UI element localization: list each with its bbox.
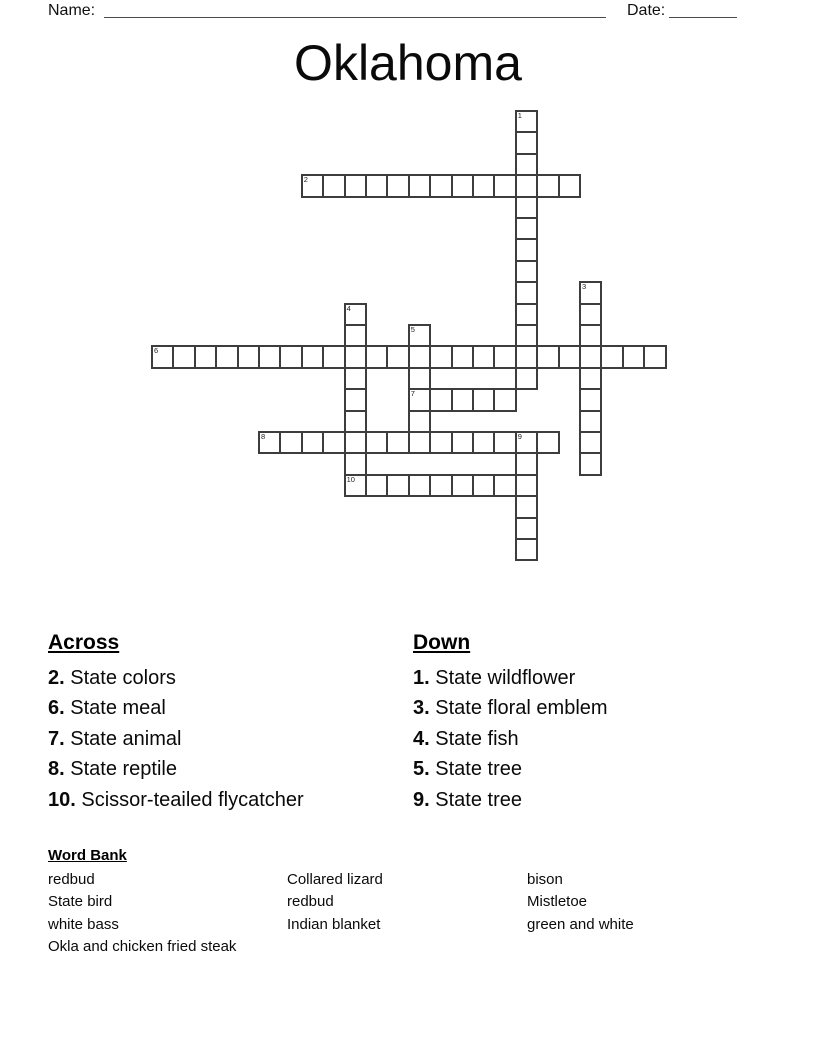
- crossword-cell: [172, 345, 195, 368]
- across-clue-list: [48, 663, 408, 815]
- crossword-cell: [301, 431, 324, 454]
- crossword-cell: [408, 431, 431, 454]
- across-clue-item-10: [48, 785, 408, 815]
- crossword-cell: [279, 431, 302, 454]
- down-clue-item-4: [413, 724, 753, 754]
- cell-number: 1: [517, 111, 522, 120]
- word-bank-column: [287, 869, 383, 936]
- crossword-cell: [515, 495, 538, 518]
- name-blank-line: [104, 17, 606, 18]
- crossword-cell: [515, 238, 538, 261]
- cell-number: 6: [154, 346, 159, 356]
- cell-number: 8: [261, 432, 266, 441]
- crossword-cell: [258, 431, 281, 454]
- word-bank-item: white bass: [48, 915, 119, 933]
- crossword-cell: [600, 345, 623, 368]
- clue-number: 1.: [413, 667, 436, 689]
- crossword-cell: [451, 345, 474, 368]
- word-bank-item: green and white: [527, 915, 634, 933]
- crossword-cell: [429, 174, 452, 197]
- crossword-cell: [515, 217, 538, 240]
- crossword-cell: [515, 174, 538, 197]
- clue-number: 3.: [413, 697, 436, 720]
- word-bank-item: redbud: [287, 893, 334, 911]
- down-heading: Down: [413, 631, 471, 654]
- crossword-cell: [386, 174, 409, 197]
- crossword-cell: [365, 431, 388, 454]
- word-bank-column: [527, 869, 634, 936]
- crossword-cell: [493, 174, 516, 197]
- crossword-cell: [515, 345, 538, 368]
- crossword-cell: [515, 324, 538, 347]
- crossword-cell: [344, 324, 367, 347]
- word-bank-item: Mistletoe: [527, 893, 588, 911]
- crossword-cell: [408, 174, 431, 197]
- crossword-cell: [515, 538, 538, 561]
- crossword-cell: [472, 345, 495, 368]
- crossword-cell: [558, 345, 581, 368]
- crossword-cell: [322, 174, 345, 197]
- crossword-cell: [579, 303, 602, 326]
- crossword-cell: [344, 174, 367, 197]
- crossword-cell: [472, 431, 495, 454]
- crossword-cell: [536, 345, 559, 368]
- crossword-cell: [493, 388, 516, 411]
- crossword-cell: [408, 388, 431, 411]
- crossword-cell: [451, 431, 474, 454]
- crossword-cell: [322, 431, 345, 454]
- down-clue-item-5: [413, 754, 753, 784]
- down-clue-item-9: [413, 785, 753, 815]
- word-bank-item: bison: [527, 871, 563, 888]
- clue-text: State animal: [70, 727, 182, 750]
- crossword-cell: [472, 174, 495, 197]
- cell-number: 7: [410, 389, 415, 399]
- clue-number: 10.: [48, 788, 82, 811]
- crossword-cell: [386, 474, 409, 497]
- crossword-cell: [408, 410, 431, 433]
- crossword-cell: [365, 345, 388, 368]
- word-bank-heading: Word Bank: [48, 847, 127, 864]
- crossword-cell: [429, 388, 452, 411]
- crossword-cell: [579, 324, 602, 347]
- cell-number: 9: [517, 432, 522, 441]
- crossword-cell: [579, 367, 602, 390]
- crossword-cell: [515, 431, 538, 454]
- clue-text: State fish: [435, 727, 519, 750]
- crossword-cell: [579, 452, 602, 475]
- down-clues-section: [413, 629, 753, 815]
- date-label: Date:: [627, 2, 666, 19]
- crossword-cell: [151, 345, 174, 368]
- word-bank-item: State bird: [48, 893, 113, 911]
- crossword-cell: [344, 431, 367, 454]
- crossword-cell: [515, 474, 538, 497]
- clue-text: State tree: [435, 758, 522, 781]
- date-blank-line: [669, 17, 737, 18]
- clue-number: 5.: [413, 758, 436, 781]
- across-clue-item-8: [48, 754, 408, 784]
- crossword-cell: [344, 474, 367, 497]
- clue-number: 9.: [413, 788, 436, 811]
- crossword-cell: [237, 345, 260, 368]
- crossword-cell: [344, 303, 367, 326]
- crossword-cell: [536, 174, 559, 197]
- name-label: Name:: [48, 2, 96, 19]
- crossword-cell: [643, 345, 666, 368]
- crossword-cell: [515, 367, 538, 390]
- crossword-cell: [429, 431, 452, 454]
- crossword-cell: [515, 110, 538, 133]
- down-clue-item-1: [413, 663, 753, 693]
- crossword-cell: [365, 474, 388, 497]
- crossword-cell: [322, 345, 345, 368]
- word-bank-column: [48, 869, 236, 959]
- crossword-cell: [408, 474, 431, 497]
- crossword-cell: [408, 367, 431, 390]
- cell-number: 4: [346, 303, 351, 313]
- down-clue-item-3: [413, 693, 753, 723]
- word-bank-item: Collared lizard: [287, 871, 383, 888]
- crossword-cell: [515, 517, 538, 540]
- clue-text: State reptile: [70, 758, 177, 781]
- crossword-cell: [194, 345, 217, 368]
- crossword-cell: [493, 474, 516, 497]
- clue-text: State floral emblem: [435, 697, 608, 720]
- crossword-cell: [622, 345, 645, 368]
- across-clues-section: [48, 629, 408, 815]
- crossword-cell: [579, 345, 602, 368]
- crossword-cell: [472, 474, 495, 497]
- crossword-cell: [258, 345, 281, 368]
- down-clue-list: [413, 663, 753, 815]
- clue-number: 8.: [48, 758, 71, 781]
- cell-number: 10: [346, 474, 355, 484]
- crossword-cell: [451, 174, 474, 197]
- crossword-cell: [515, 281, 538, 304]
- crossword-cell: [344, 345, 367, 368]
- crossword-cell: [472, 388, 495, 411]
- crossword-cell: [515, 303, 538, 326]
- clue-text: Scissor-teailed flycatcher: [81, 788, 304, 811]
- crossword-cell: [579, 431, 602, 454]
- crossword-cell: [536, 431, 559, 454]
- cell-number: 3: [582, 282, 587, 292]
- word-bank-item: redbud: [48, 871, 95, 888]
- crossword-cell: [344, 452, 367, 475]
- clue-number: 7.: [48, 727, 71, 750]
- clue-text: State colors: [70, 667, 176, 689]
- crossword-cell: [515, 260, 538, 283]
- crossword-cell: [429, 474, 452, 497]
- crossword-cell: [344, 388, 367, 411]
- clue-number: 2.: [48, 667, 71, 689]
- across-clue-item-7: [48, 724, 408, 754]
- across-clue-item-6: [48, 693, 408, 723]
- crossword-cell: [515, 153, 538, 176]
- clue-number: 4.: [413, 727, 436, 750]
- crossword-cell: [301, 345, 324, 368]
- page-title: Oklahoma: [294, 35, 522, 91]
- crossword-cell: [301, 174, 324, 197]
- crossword-cell: [493, 345, 516, 368]
- crossword-cell: [493, 431, 516, 454]
- crossword-cell: [515, 196, 538, 219]
- clue-text: State meal: [70, 697, 166, 720]
- crossword-cell: [386, 431, 409, 454]
- clue-number: 6.: [48, 697, 71, 720]
- across-clue-item-2: [48, 663, 408, 693]
- clue-text: State tree: [435, 788, 522, 811]
- crossword-cell: [558, 174, 581, 197]
- crossword-cell: [344, 410, 367, 433]
- crossword-cell: [515, 131, 538, 154]
- crossword-cell: [215, 345, 238, 368]
- crossword-cell: [579, 388, 602, 411]
- word-bank-section: [48, 846, 768, 956]
- crossword-cell: [408, 345, 431, 368]
- crossword-cell: [386, 345, 409, 368]
- crossword-cell: [344, 367, 367, 390]
- across-heading: Across: [48, 631, 120, 654]
- crossword-cell: [579, 281, 602, 304]
- word-bank-item: Indian blanket: [287, 915, 381, 933]
- word-bank-item: Okla and chicken fried steak: [48, 938, 237, 956]
- crossword-cell: [451, 388, 474, 411]
- cell-number: 5: [410, 325, 415, 334]
- cell-number: 2: [303, 175, 308, 185]
- clue-text: State wildflower: [435, 667, 576, 689]
- crossword-cell: [515, 452, 538, 475]
- crossword-cell: [408, 324, 431, 347]
- crossword-cell: [579, 410, 602, 433]
- crossword-cell: [365, 174, 388, 197]
- crossword-cell: [451, 474, 474, 497]
- crossword-cell: [429, 345, 452, 368]
- crossword-cell: [279, 345, 302, 368]
